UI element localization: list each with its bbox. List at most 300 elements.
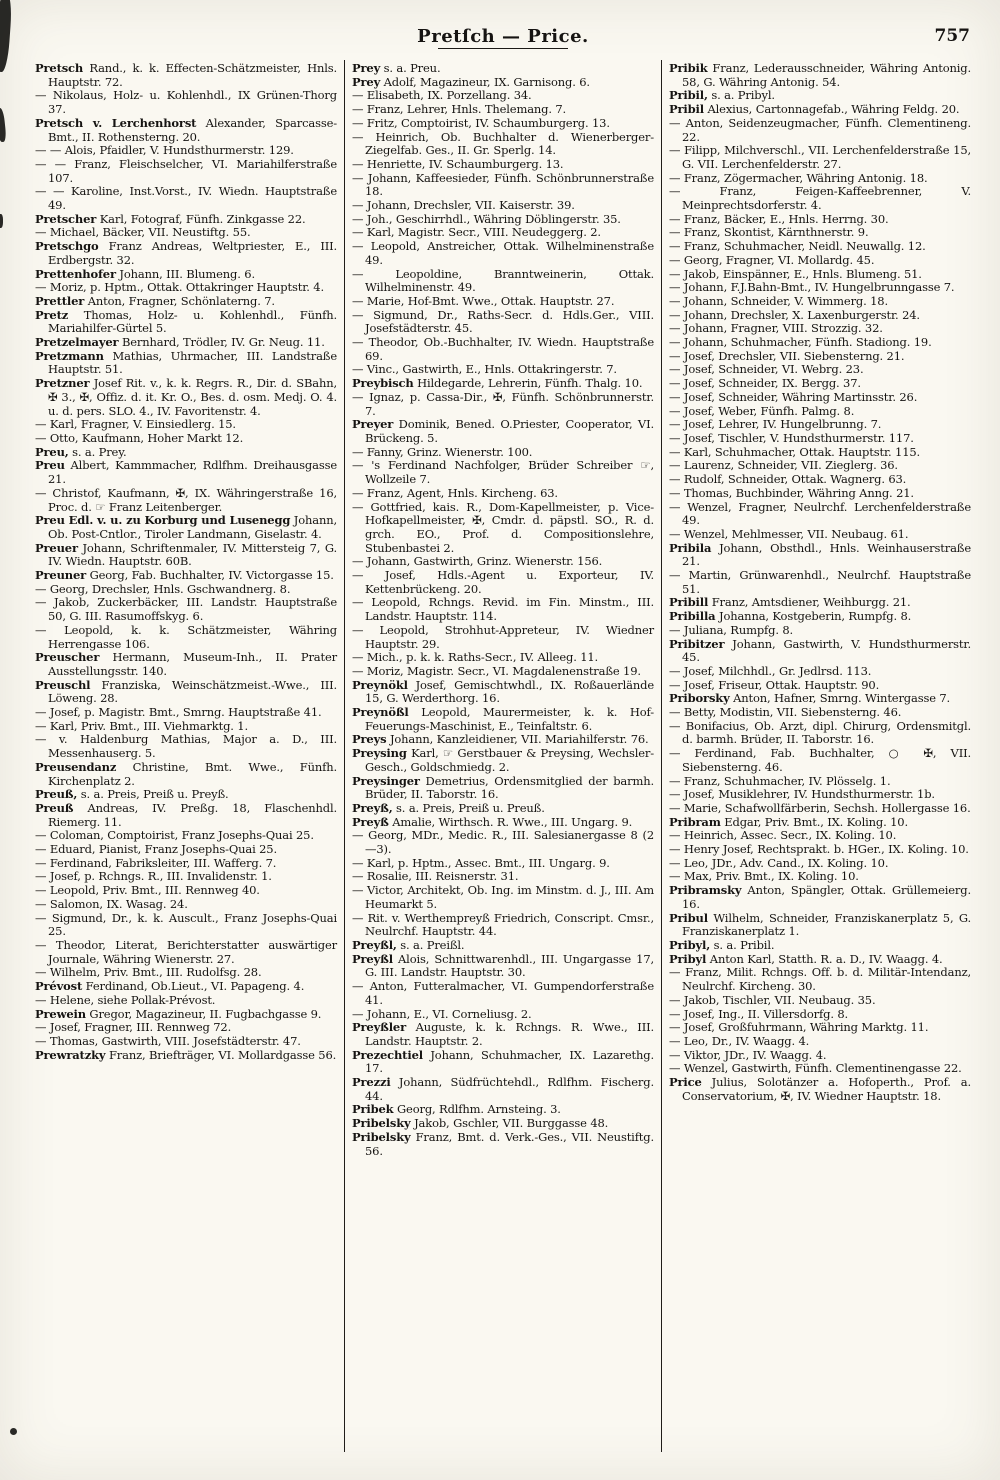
entry-text: s. a. Preis, Preiß u. Preyß. <box>77 787 229 802</box>
entry-text: Johann, Südfrüchtehdl., Rdlfhm. Fischerg. 44. <box>365 1075 654 1103</box>
entry-text: — Karl, Schuhmacher, Ottak. Hauptstr. 115. <box>669 444 921 459</box>
directory-entry <box>35 432 337 446</box>
entry-text: — Wilhelm, Priv. Bmt., III. Rudolfsg. 28. <box>35 965 262 980</box>
directory-entry <box>35 89 337 116</box>
directory-entry <box>35 542 337 569</box>
directory-entry <box>35 459 337 486</box>
entry-text: — Leopold, Strohhut-Appreteur, IV. Wiedner Hauptstr. 29. <box>352 622 654 651</box>
entry-text: — Christof, Kaufmann, ✠, IX. Währingerstraße 16, Proc. d. ☞ Franz Leitenberger. <box>35 485 337 514</box>
directory-entry <box>35 829 337 843</box>
entry-surname: Preysinger <box>352 773 420 788</box>
entry-text: Johann, Schuhmacher, IX. Lazarethg. 17. <box>365 1047 654 1076</box>
entry-text: s. a. Prey. <box>68 444 127 459</box>
directory-entry <box>352 816 654 830</box>
entry-surname: Preyßl <box>352 951 393 966</box>
directory-columns <box>28 60 978 1452</box>
entry-text: — Marie, Schafwollfärberin, Sechsh. Hollergasse 16. <box>669 800 971 815</box>
directory-column <box>344 60 661 1452</box>
directory-entry <box>352 117 654 131</box>
entry-text: Franz, Bmt. d. Verk.-Ges., VII. Neustiftg. 56. <box>365 1129 654 1158</box>
entry-text: — Fanny, Grinz. Wienerstr. 100. <box>352 444 533 459</box>
directory-entry <box>352 391 654 418</box>
entry-text: Edgar, Priv. Bmt., IX. Koling. 10. <box>720 814 908 829</box>
entry-surname: Preuscher <box>35 650 100 665</box>
directory-entry <box>669 281 971 295</box>
entry-text: — Juliana, Rumpfg. 8. <box>669 622 794 637</box>
entry-text: — Mich., p. k. k. Raths-Secr., IV. Alleeg. 11. <box>352 650 599 665</box>
entry-text: Dominik, Bened. O.Priester, Cooperator, VI. Brückeng. 5. <box>365 417 654 445</box>
directory-entry <box>352 953 654 980</box>
directory-entry <box>669 802 971 816</box>
directory-entry <box>352 103 654 117</box>
directory-entry <box>352 62 654 76</box>
entry-text: Wilhelm, Schneider, Franziskanerplatz 5, G. Franziskanerplatz 1. <box>682 910 971 939</box>
entry-text: — Franz, Bäcker, E., Hnls. Herrng. 30. <box>669 211 889 226</box>
entry-text: — Thomas, Gastwirth, VIII. Josefstädterstr. 47. <box>35 1033 301 1048</box>
entry-surname: Preysing <box>352 746 407 761</box>
entry-text: — Franz, Agent, Hnls. Kircheng. 63. <box>352 485 558 500</box>
entry-text: Georg, Rdlfhm. Arnsteing. 3. <box>393 1102 561 1117</box>
directory-entry <box>35 651 337 678</box>
entry-text: — — Alois, Pfaidler, V. Hundsthurmerstr. 129. <box>35 143 294 158</box>
entry-text: — Anton, Futteralmacher, VI. Gumpendorferstraße 41. <box>352 979 654 1007</box>
directory-entry <box>669 843 971 857</box>
directory-entry <box>35 377 337 418</box>
entry-text: — Helene, siehe Pollak-Prévost. <box>35 992 216 1007</box>
entry-text: — Karl, Fragner, V. Einsiedlerg. 15. <box>35 417 236 432</box>
entry-text: — Karl, p. Hptm., Assec. Bmt., III. Ungarg. 9. <box>352 855 610 870</box>
entry-surname: Pribill <box>669 595 709 610</box>
directory-entry <box>352 268 654 295</box>
entry-text: Alexander, Sparcasse-Bmt., II. Rothensterng. 20. <box>48 115 337 144</box>
directory-entry <box>35 213 337 227</box>
directory-entry <box>669 213 971 227</box>
directory-entry <box>35 939 337 966</box>
entry-text: — Henry Josef, Rechtsprakt. b. HGer., IX. Koling. 10. <box>669 842 969 857</box>
entry-text: — Josef, Weber, Fünfh. Palmg. 8. <box>669 403 855 418</box>
directory-entry <box>35 898 337 912</box>
directory-entry <box>352 1008 654 1022</box>
directory-entry <box>35 843 337 857</box>
entry-text: — Elisabeth, IX. Porzellang. 34. <box>352 88 532 103</box>
entry-text: — Jakob, Zuckerbäcker, III. Landstr. Hauptstraße 50, G. III. Rasumoffskyg. 6. <box>35 595 337 624</box>
entry-text: Franz, Lederausschneider, Währing Antonig. 58, G. Währing Antonig. 54. <box>682 61 971 89</box>
entry-text: — Josef, Fragner, III. Rennweg 72. <box>35 1020 232 1035</box>
entry-text: Albert, Kammmacher, Rdlfhm. Dreihausgasse 21. <box>48 458 337 487</box>
entry-text: Alois, Schnittwarenhdl., III. Ungargasse 17, G. III. Landstr. Hauptstr. 30. <box>365 951 654 980</box>
directory-entry <box>35 268 337 282</box>
directory-entry <box>669 473 971 487</box>
directory-entry <box>35 624 337 651</box>
directory-entry <box>352 829 654 856</box>
entry-text: — Victor, Architekt, Ob. Ing. im Minstm. d. J., III. Am Heumarkt 5. <box>352 883 654 911</box>
entry-surname: Pribelsky <box>352 1129 411 1144</box>
entry-text: — Sigmund, Dr., k. k. Auscult., Franz Josephs-Quai 25. <box>35 910 337 939</box>
entry-text: Adolf, Magazineur, IX. Garnisong. 6. <box>380 74 590 89</box>
entry-text: Johann, Schriftenmaler, IV. Mittersteig 7, G. IV. Wiedn. Hauptstr. 60B. <box>48 540 337 569</box>
entry-surname: Preyßl, <box>352 938 397 952</box>
directory-entry <box>669 1076 971 1103</box>
entry-text: Andreas, IV. Preßg. 18, Flaschenhdl. Riemerg. 11. <box>48 800 337 829</box>
directory-entry <box>352 446 654 460</box>
entry-text: Franz, Briefträger, VI. Mollardgasse 56. <box>105 1047 337 1062</box>
entry-text: — — Karoline, Inst.Vorst., IV. Wiedn. Hauptstraße 49. <box>35 184 337 213</box>
entry-text: Anton, Fragner, Schönlaterng. 7. <box>84 293 275 308</box>
entry-surname: Prey <box>352 74 381 89</box>
directory-entry <box>35 226 337 240</box>
directory-entry <box>669 254 971 268</box>
entry-text: Anton Karl, Statth. R. a. D., IV. Waagg. 4. <box>706 951 943 966</box>
entry-text: Anton, Hafner, Smrng. Wintergasse 7. <box>729 691 951 706</box>
directory-entry <box>669 596 971 610</box>
directory-entry <box>669 446 971 460</box>
entry-surname: Preyßler <box>352 1020 406 1035</box>
running-title: Pretſch — Price. <box>417 26 589 47</box>
entry-text: — Karl, Priv. Bmt., III. Viehmarktg. 1. <box>35 718 248 733</box>
directory-entry <box>35 788 337 802</box>
entry-text: — Wenzel, Fragner, Neulrchf. Lerchenfelderstraße 49. <box>669 499 971 528</box>
entry-text: — Leo, JDr., Adv. Cand., IX. Koling. 10. <box>669 855 889 870</box>
entry-text: Anton, Spängler, Ottak. Grüllemeierg. 16. <box>682 883 971 911</box>
entry-surname: Pretzmann <box>35 348 104 363</box>
entry-text: — Heinrich, Ob. Buchhalter d. Wienerberger-Ziegelfab. Ges., II. Gr. Sperlg. 14. <box>352 129 654 158</box>
directory-entry <box>35 62 337 89</box>
entry-text: Hildegarde, Lehrerin, Fünfh. Thalg. 10. <box>413 376 643 391</box>
directory-entry <box>669 322 971 336</box>
entry-text: — Josef, Friseur, Ottak. Hauptstr. 90. <box>669 677 880 692</box>
directory-entry <box>352 363 654 377</box>
entry-text: — Heinrich, Assec. Secr., IX. Koling. 10. <box>669 828 897 843</box>
entry-text: — Coloman, Comptoirist, Franz Josephs-Quai 25. <box>35 828 314 843</box>
entry-text: Leopold, Maurermeister, k. k. Hof-Feuerungs-Maschinist, E., Teinfaltstr. 6. <box>365 705 654 733</box>
entry-text: — Marie, Hof-Bmt. Wwe., Ottak. Hauptstr. 27. <box>352 293 615 308</box>
directory-entry <box>35 980 337 994</box>
directory-entry <box>669 692 971 706</box>
directory-entry <box>352 240 654 267</box>
entry-text: — Leopold, k. k. Schätzmeister, Währing Herrengasse 106. <box>35 622 337 651</box>
directory-column <box>661 60 978 1452</box>
entry-text: — Franz, Skontist, Kärnthnerstr. 9. <box>669 225 869 240</box>
entry-text: s. a. Preis, Preiß u. Preuß. <box>392 800 545 815</box>
directory-entry <box>352 172 654 199</box>
entry-text: — Wenzel, Mehlmesser, VII. Neubaug. 61. <box>669 526 909 541</box>
entry-surname: Priborsky <box>669 691 730 706</box>
entry-text: — Josef, p. Magistr. Bmt., Smrng. Hauptstraße 41. <box>35 705 322 720</box>
entry-text: — Laurenz, Schneider, VII. Zieglerg. 36. <box>669 458 898 473</box>
entry-surname: Pribramsky <box>669 883 742 898</box>
directory-entry <box>352 980 654 1007</box>
entry-text: — Franz, Zögermacher, Währing Antonig. 18. <box>669 170 928 185</box>
entry-text: Karl, ☞ Gerstbauer & Preysing, Wechsler-Gesch., Goldschmiedg. 2. <box>365 746 654 774</box>
entry-surname: Preuer <box>35 540 78 555</box>
entry-text: — Josef, Schneider, IX. Bergg. 37. <box>669 376 861 391</box>
entry-surname: Pribyl, <box>669 938 711 952</box>
title-rule <box>438 48 568 49</box>
entry-text: — Franz, Feigen-Kaffeebrenner, V. Meinprechtsdorferstr. 4. <box>669 184 971 213</box>
entry-text: Johann, Obsthdl., Hnls. Weinhauserstraße 21. <box>682 540 971 569</box>
entry-text: — Johann, Gastwirth, Grinz. Wienerstr. 156. <box>352 554 603 569</box>
entry-surname: Pribitzer <box>669 636 725 651</box>
entry-surname: Pribyl <box>669 951 707 966</box>
directory-entry <box>669 62 971 89</box>
directory-entry <box>35 309 337 336</box>
entry-text: — Josef, p. Rchngs. R., III. Invalidenstr. 1. <box>35 869 272 884</box>
entry-surname: Preu <box>35 458 65 473</box>
directory-entry <box>669 829 971 843</box>
entry-surname: Preyß <box>352 814 389 829</box>
entry-surname: Pretscher <box>35 211 97 226</box>
entry-surname: Preu Edl. v. u. zu Korburg und Lusenegg <box>35 513 291 528</box>
directory-entry <box>669 144 971 171</box>
directory-entry <box>669 1008 971 1022</box>
directory-entry <box>352 1049 654 1076</box>
directory-entry <box>669 295 971 309</box>
directory-entry <box>35 569 337 583</box>
entry-text: — Johann, Drechsler, VII. Kaiserstr. 39. <box>352 198 575 213</box>
directory-entry <box>669 377 971 391</box>
entry-text: — Theodor, Ob.-Buchhalter, IV. Wiedn. Hauptstraße 69. <box>352 335 654 363</box>
directory-entry <box>669 432 971 446</box>
directory-entry <box>352 1076 654 1103</box>
directory-entry <box>669 994 971 1008</box>
directory-entry <box>352 679 654 706</box>
directory-entry <box>669 747 971 774</box>
entry-text: — Rit. v. Werthempreyß Friedrich, Conscript. Cmsr., Neulrchf. Hauptstr. 44. <box>352 910 654 939</box>
directory-entry <box>35 720 337 734</box>
entry-text: — Viktor, JDr., IV. Waagg. 4. <box>669 1047 827 1062</box>
directory-entry <box>352 665 654 679</box>
directory-entry <box>669 939 971 953</box>
entry-text: Bernhard, Trödler, IV. Gr. Neug. 11. <box>118 335 325 350</box>
directory-entry <box>352 501 654 556</box>
scan-artifact <box>0 214 3 228</box>
directory-entry <box>669 528 971 542</box>
entry-text: Johann, Kanzleidiener, VII. Mariahilferstr. 76. <box>386 732 649 747</box>
directory-entry <box>35 994 337 1008</box>
entry-text: Christine, Bmt. Wwe., Fünfh. Kirchenplatz 2. <box>48 759 337 788</box>
entry-text: — Thomas, Buchbinder, Währing Anng. 21. <box>669 485 914 500</box>
directory-entry <box>669 240 971 254</box>
directory-entry <box>352 884 654 911</box>
entry-text: — Josef, Hdls.-Agent u. Exporteur, IV. Kettenbrückeng. 20. <box>352 568 654 596</box>
directory-entry <box>35 761 337 788</box>
scan-artifact <box>0 0 13 72</box>
entry-text: — Nikolaus, Holz- u. Kohlenhdl., IX Grünen-Thorg 37. <box>35 88 337 117</box>
entry-text: s. a. Pribil. <box>710 938 775 952</box>
entry-text: — Josef, Schneider, VI. Webrg. 23. <box>669 362 864 377</box>
directory-entry <box>35 1035 337 1049</box>
directory-entry <box>352 213 654 227</box>
directory-entry <box>669 870 971 884</box>
directory-entry <box>669 569 971 596</box>
directory-entry <box>35 583 337 597</box>
entry-text: — Leopold, Anstreicher, Ottak. Wilhelminenstraße 49. <box>352 239 654 267</box>
entry-text: — Salomon, IX. Wasag. 24. <box>35 896 188 911</box>
directory-entry <box>352 747 654 774</box>
directory-entry <box>35 857 337 871</box>
directory-entry <box>35 446 337 460</box>
entry-text: — Georg, Drechsler, Hnls. Gschwandnerg. 8. <box>35 581 291 596</box>
directory-entry <box>352 912 654 939</box>
entry-text: Jakob, Gschler, VII. Burggasse 48. <box>410 1116 609 1131</box>
entry-text: Karl, Fotograf, Fünfh. Zinkgasse 22. <box>96 211 306 226</box>
directory-entry <box>669 89 971 103</box>
entry-text: — Moriz, p. Hptm., Ottak. Ottakringer Hauptstr. 4. <box>35 280 324 295</box>
entry-text: — Jakob, Einspänner, E., Hnls. Blumeng. 51. <box>669 266 922 281</box>
entry-text: — Anton, Seidenzeugmacher, Fünfh. Clementineng. 22. <box>669 115 971 144</box>
entry-text: — Josef, Ing., II. Villersdorfg. 8. <box>669 1006 849 1021</box>
directory-entry <box>669 665 971 679</box>
entry-surname: Prezechtiel <box>352 1047 423 1062</box>
directory-entry <box>35 281 337 295</box>
directory-entry <box>669 391 971 405</box>
entry-surname: Preu, <box>35 444 69 459</box>
directory-entry <box>352 377 654 391</box>
entry-text: — Joh., Geschirrhdl., Währing Döblingerstr. 35. <box>352 211 621 226</box>
entry-surname: Preuß <box>35 800 74 815</box>
entry-text: Alexius, Cartonnagefab., Währing Feldg. 20. <box>703 102 960 117</box>
entry-surname: Pribul <box>669 910 708 925</box>
entry-text: — Theodor, Literat, Berichterstatter auswärtiger Journale, Währing Wienerstr. 27. <box>35 938 337 966</box>
entry-surname: Pretschgo <box>35 239 99 254</box>
entry-text: Thomas, Holz- u. Kohlenhdl., Fünfh. Mariahilfer-Gürtel 5. <box>48 307 337 336</box>
entry-surname: Pribek <box>352 1102 394 1117</box>
entry-text: Hermann, Museum-Inh., II. Prater Ausstellungsstr. 140. <box>48 650 337 678</box>
directory-entry <box>669 501 971 528</box>
directory-entry <box>352 569 654 596</box>
entry-text: — Leopold, Rchngs. Revid. im Fin. Minstm., III. Landstr. Hauptstr. 114. <box>352 595 654 624</box>
directory-entry <box>669 857 971 871</box>
directory-entry <box>669 117 971 144</box>
directory-entry <box>352 857 654 871</box>
directory-entry <box>669 966 971 993</box>
entry-text: — Johann, Schneider, V. Wimmerg. 18. <box>669 293 888 308</box>
entry-text: — Georg, MDr., Medic. R., III. Salesianergasse 8 (2—3). <box>352 828 654 857</box>
directory-entry <box>352 459 654 486</box>
entry-text: Mathias, Uhrmacher, III. Landstraße Hauptstr. 51. <box>48 348 337 377</box>
entry-text: Amalie, Wirthsch. R. Wwe., III. Ungarg. 9. <box>388 814 633 829</box>
entry-text: — Michael, Bäcker, VII. Neustiftg. 55. <box>35 225 251 240</box>
entry-text: — Josef, Schneider, Währing Martinsstr. 26. <box>669 389 918 404</box>
directory-entry <box>35 418 337 432</box>
entry-text: — Leo, Dr., IV. Waagg. 4. <box>669 1033 810 1048</box>
entry-surname: Pretsch <box>35 61 84 75</box>
entry-text: Franziska, Weinschätzmeist.-Wwe., III. Löweng. 28. <box>48 677 337 706</box>
entry-text: — Franz, Lehrer, Hnls. Thelemang. 7. <box>352 102 567 117</box>
entry-surname: Pribelsky <box>352 1116 411 1131</box>
directory-column <box>28 60 344 1452</box>
entry-text: — Otto, Kaufmann, Hoher Markt 12. <box>35 430 244 445</box>
entry-surname: Prewein <box>35 1006 86 1021</box>
directory-entry <box>352 1103 654 1117</box>
entry-text: Franz, Amtsdiener, Weihburgg. 21. <box>708 595 911 610</box>
entry-surname: Pretz <box>35 307 69 322</box>
entry-text: — Betty, Modistin, VII. Siebensterng. 46. <box>669 705 902 720</box>
entry-text: — Josef, Lehrer, IV. Hungelbrunng. 7. <box>669 417 882 432</box>
directory-entry <box>352 870 654 884</box>
directory-entry <box>35 1021 337 1035</box>
directory-entry <box>352 309 654 336</box>
entry-text: Georg, Fab. Buchhalter, IV. Victorgasse 15. <box>86 568 334 583</box>
directory-entry <box>352 1117 654 1131</box>
directory-entry <box>35 802 337 829</box>
entry-text: — Johann, Fragner, VIII. Strozzig. 32. <box>669 321 883 336</box>
entry-text: Johann, III. Blumeng. 6. <box>115 266 255 281</box>
directory-entry <box>669 610 971 624</box>
directory-entry <box>352 802 654 816</box>
entry-text: — Johann, Kaffeesieder, Fünfh. Schönbrunnerstraße 18. <box>352 170 654 199</box>
entry-text: — Leopoldine, Branntweinerin, Ottak. Wilhelminenstr. 49. <box>352 266 654 295</box>
entry-text: — Johann, Schuhmacher, Fünfh. Stadiong. 19. <box>669 335 932 350</box>
entry-text: — Ferdinand, Fab. Buchhalter, ○ ✠, VII. Siebensterng. 46. <box>669 746 971 774</box>
entry-text: — Ignaz, p. Cassa-Dir., ✠, Fünfh. Schönbrunnerstr. 7. <box>352 389 654 418</box>
entry-text: Franz Andreas, Weltpriester, E., III. Erdbergstr. 32. <box>48 239 337 267</box>
entry-text: — Bonifacius, Ob. Arzt, dipl. Chirurg, Ordensmitgl. d. barmh. Brüder, II. Taborstr. 16. <box>669 718 971 747</box>
entry-text: — Vinc., Gastwirth, E., Hnls. Ottakringerstr. 7. <box>352 362 617 377</box>
directory-entry <box>669 418 971 432</box>
directory-entry <box>352 733 654 747</box>
entry-text: — Johann, F.J.Bahn-Bmt., IV. Hungelbrunngasse 7. <box>669 280 955 295</box>
directory-entry <box>669 268 971 282</box>
entry-text: — Henriette, IV. Schaumburgerg. 13. <box>352 156 564 171</box>
directory-entry <box>35 706 337 720</box>
entry-surname: Preusendanz <box>35 759 117 774</box>
entry-surname: Pretsch v. Lerchenhorst <box>35 115 197 130</box>
entry-surname: Preybisch <box>352 376 414 391</box>
directory-entry <box>352 939 654 953</box>
entry-text: — — Franz, Fleischselcher, VI. Mariahilferstraße 107. <box>35 156 337 185</box>
directory-entry <box>352 226 654 240</box>
entry-text: Rand., k. k. Effecten-Schätzmeister, Hnls. Hauptstr. 72. <box>48 61 337 89</box>
directory-entry <box>35 336 337 350</box>
directory-entry <box>35 884 337 898</box>
entry-text: — Jakob, Tischler, VII. Neubaug. 35. <box>669 992 876 1007</box>
entry-text: s. a. Preißl. <box>396 938 465 952</box>
entry-surname: Pribil, <box>669 88 708 103</box>
entry-text: — Sigmund, Dr., Raths-Secr. d. Hdls.Ger., VIII. Josefstädterstr. 45. <box>352 307 654 336</box>
directory-entry <box>352 295 654 309</box>
entry-text: — Wenzel, Gastwirth, Fünfh. Clementinengasse 22. <box>669 1061 962 1076</box>
directory-entry <box>352 775 654 802</box>
directory-entry <box>669 542 971 569</box>
directory-entry <box>669 1049 971 1063</box>
directory-entry <box>352 706 654 733</box>
entry-surname: Prettler <box>35 293 85 308</box>
entry-surname: Preyß, <box>352 800 393 815</box>
directory-entry <box>352 487 654 501</box>
directory-entry <box>669 487 971 501</box>
directory-entry <box>669 226 971 240</box>
entry-text: — Josef, Tischler, V. Hundsthurmerstr. 117. <box>669 430 914 445</box>
entry-surname: Prezzi <box>352 1075 391 1090</box>
scan-artifact <box>10 1428 17 1435</box>
entry-text: — v. Haldenburg Mathias, Major a. D., III. Messenhauserg. 5. <box>35 732 337 761</box>
entry-surname: Pribilla <box>669 609 716 624</box>
directory-entry <box>352 1021 654 1048</box>
entry-text: — Franz, Milit. Rchngs. Off. b. d. Militär-Intendanz, Neulrchf. Kircheng. 30. <box>669 965 971 994</box>
entry-text: — Filipp, Milchverschl., VII. Lerchenfelderstraße 15, G. VII. Lerchenfelderstr. 27. <box>669 143 971 171</box>
entry-surname: Pretzelmayer <box>35 335 119 350</box>
entry-text: — Fritz, Comptoirist, IV. Schaumburgerg. 13. <box>352 115 610 130</box>
entry-surname: Pribik <box>669 61 708 75</box>
directory-entry <box>669 1021 971 1035</box>
directory-entry <box>352 418 654 445</box>
directory-entry <box>669 638 971 665</box>
entry-surname: Pribram <box>669 814 721 829</box>
directory-entry <box>35 295 337 309</box>
directory-entry <box>35 487 337 514</box>
directory-entry <box>669 1035 971 1049</box>
